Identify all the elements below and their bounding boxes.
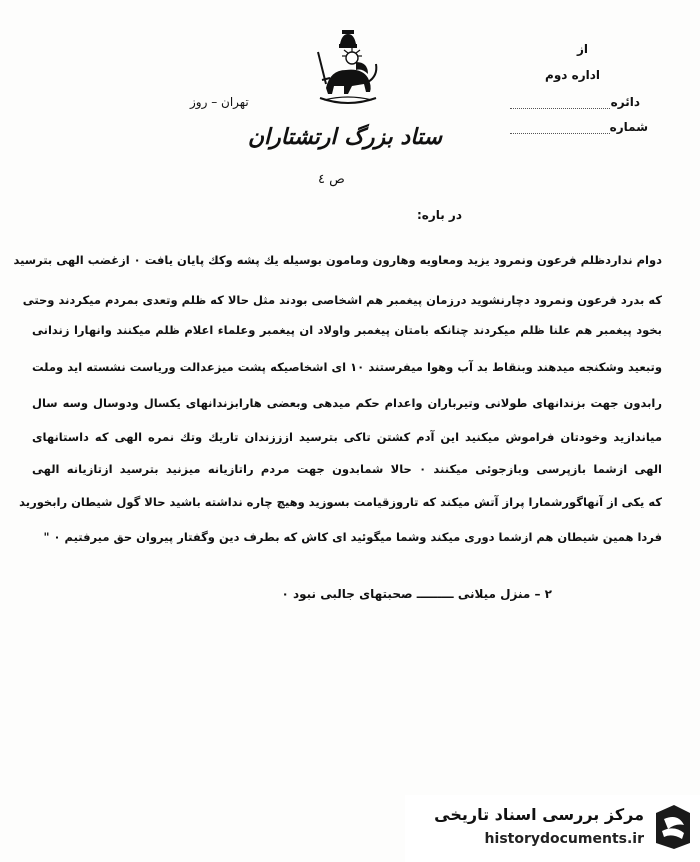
body-line: دوام نداردظلم فرعون ونمرود یزید ومعاویه وهارون ومامون بوسیله یك پشه وكك پایان یافت ۰ ازغضب الهی بترسید [13, 253, 662, 267]
department-label: دائره [610, 95, 640, 109]
item-2-line: ۲ – منزل میلانی ـــــــــ صحبتهای جالبی نبود ۰ [281, 587, 552, 601]
body-line: الهی ازشما بازپرسی وبازجوئی میكنند ۰ حالا شمابدون جهت مردم راتازیانه میزنید بترسید ازتازیانه الهی [32, 462, 663, 476]
subject-label: در باره: [416, 208, 462, 222]
number-label: شماره [609, 120, 648, 134]
archive-logo-icon [652, 803, 694, 851]
body-line: فردا همین شیطان هم ازشما دوری میكند وشما میگوئید ای كاش كه بطرف دین وگفتار پیروان حق میرفتیم ۰ " [43, 530, 662, 544]
page-number: ص ٤ [318, 172, 345, 187]
body-line: كه یكی از آنهاگورشمارا پراز آتش میكند كه تاروزقیامت بسوزید وهیچ چاره نداشته باشید حالا گول شیطان رابخورید [19, 495, 662, 509]
body-line: میاندازید وخودتان فراموش میكنید این آدم كشتن تاكی بترسید ازززندان تاریك وتك نمره الهی كه داستانهای [32, 430, 662, 444]
from-label: از [576, 42, 588, 56]
department-dotted-line [510, 108, 610, 109]
lion-and-sun-emblem-icon [312, 28, 384, 108]
body-line: رابدون جهت بزندانهای طولانی وتیرباران واعدام حكم میدهی وبعضی هارابزندانهای یكسال ودوسال وسه سال [32, 396, 662, 410]
number-dotted-line [510, 133, 610, 134]
department-value: اداره دوم [545, 68, 600, 82]
logo-url: historydocuments.ir [484, 831, 644, 847]
body-line: وتبعید وشكنجه میدهند وبنقاط بد آب وهوا میفرستند ۱۰ ای اشخاصیكه پشت میزعدالت وریاست نشسته اید وملت [32, 360, 663, 374]
body-line: بخود پیغمبر هم علنا ظلم میكردند چنانكه بامتان پیغمبر واولاد ان پیغمبر وعلماء اعلام ظلم میكنند وانهارا زندانی [32, 323, 662, 337]
logo-text: مرکز بررسی اسناد تاریخی [434, 805, 644, 824]
org-title: ستاد بزرگ ارتشتاران [247, 124, 442, 150]
city-date: تهران – روز [190, 95, 249, 109]
footer-logo [405, 795, 700, 862]
body-line: كه بدرد فرعون ونمرود دچارنشوید درزمان پیغمبر هم اشخاصی بودند مثل حالا كه ظلم وتعدی بمردم میكردند وحتی [22, 293, 662, 307]
